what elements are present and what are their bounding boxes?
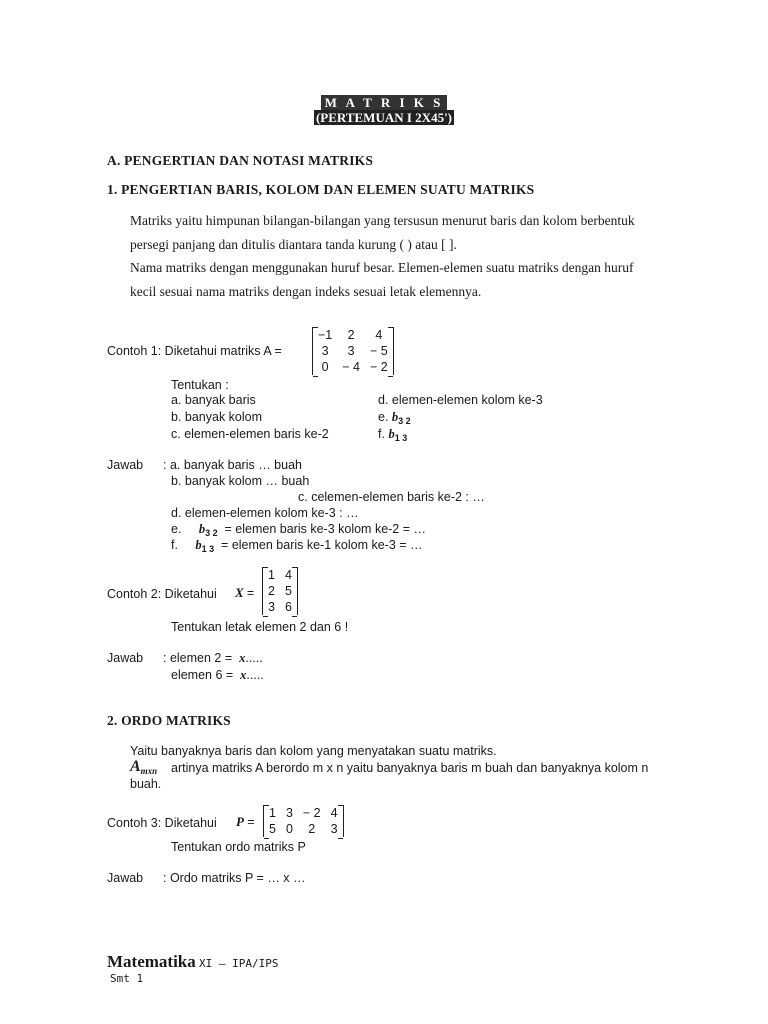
footer (107, 952, 279, 972)
matrix-cell: 3 (347, 344, 355, 358)
paragraph-line: persegi panjang dan ditulis diantara tanda kurung ( ) atau [ ]. (130, 237, 457, 252)
matrix-cell: 3 (321, 344, 329, 358)
answer-line: : elemen 2 = x..... (163, 651, 263, 665)
paragraph-line: Yaitu banyaknya baris dan kolom yang menyatakan suatu matriks. (130, 744, 497, 758)
matrix-cell: 5 (269, 822, 276, 836)
tentukan-label: Tentukan : (171, 378, 229, 392)
matrix-cell: 2 (347, 328, 355, 342)
matrix-cell: 4 (284, 568, 292, 582)
task-item: a. banyak baris (171, 393, 256, 407)
task-item: f. $b_{1 3}$ (378, 427, 408, 443)
matrix-a (312, 327, 394, 375)
answer-label: Jawab (107, 871, 144, 885)
matrix-cell: 3 (330, 822, 338, 836)
matrix-x-name: X = (235, 585, 255, 600)
matrix-cell: 4 (330, 806, 338, 820)
matrix-cell: − 2 (302, 806, 321, 820)
document-subtitle: (PERTEMUAN I 2X45') (315, 110, 453, 125)
matrix-cell: 3 (285, 806, 293, 820)
paragraph-line: Matriks yaitu himpunan bilangan-bilangan yang tersusun menurut baris dan kolom berbentuk (130, 213, 635, 228)
example-1-label: Contoh 1: Diketahui matriks A = (107, 344, 282, 358)
answer-line: b. banyak kolom … buah (171, 474, 310, 488)
footer-class: XI – IPA/IPS (199, 957, 279, 970)
matrix-cell: 2 (268, 584, 275, 598)
section-1-heading: 1. PENGERTIAN BARIS, KOLOM DAN ELEMEN SUATU MATRIKS (107, 182, 535, 197)
matrix-cell: 0 (285, 822, 293, 836)
matrix-cell: 4 (375, 328, 383, 342)
example-3-label: Contoh 3: Diketahui (107, 816, 217, 830)
answer-line: c. celemen-elemen baris ke-2 : … (298, 490, 485, 504)
example-2-task: Tentukan letak elemen 2 dan 6 ! (171, 620, 349, 634)
matrix-x (262, 567, 298, 615)
document-title: M A T R I K S (0, 95, 768, 111)
footer-subject: Matematika (107, 952, 196, 971)
matrix-cell: − 2 (370, 360, 388, 374)
matrix-cell: 2 (308, 822, 316, 836)
matrix-cell: − 4 (342, 360, 360, 374)
matrix-cell: 5 (284, 584, 292, 598)
answer-label: Jawab (107, 651, 144, 665)
amxn-notation: $A_{mxn}$ (130, 758, 158, 776)
paragraph-line: Nama matriks dengan menggunakan huruf besar. Elemen-elemen suatu matriks dengan huruf (130, 260, 634, 275)
matrix-cell: 1 (268, 568, 275, 582)
answer-line: : a. banyak baris … buah (163, 458, 302, 472)
example-2-label: Contoh 2: Diketahui (107, 587, 217, 601)
answer-label: Jawab (107, 458, 144, 472)
task-item: c. elemen-elemen baris ke-2 (171, 427, 329, 441)
answer-line: : Ordo matriks P = … x … (163, 871, 306, 885)
answer-line: e. $b_{3 2}$ = elemen baris ke-3 kolom ke-2 = … (171, 522, 427, 538)
matrix-cell: 3 (268, 600, 275, 614)
matrix-p (263, 805, 344, 837)
footer-semester: Smt 1 (110, 972, 144, 985)
task-item: d. elemen-elemen kolom ke-3 (378, 393, 543, 407)
matrix-cell: 1 (269, 806, 276, 820)
paragraph-line: artinya matriks A berordo m x n yaitu banyaknya baris m buah dan banyaknya kolom n (171, 761, 649, 775)
section-a-heading: A. PENGERTIAN DAN NOTASI MATRIKS (107, 153, 374, 168)
answer-line: elemen 6 = x..... (171, 668, 264, 682)
task-item: e. $b_{3 2}$ (378, 410, 411, 426)
paragraph-line: kecil sesuai nama matriks dengan indeks sesuai letak elemennya. (130, 284, 482, 299)
answer-line: f. $b_{1 3}$ = elemen baris ke-1 kolom ke-3 = … (171, 538, 423, 554)
section-2-heading: 2. ORDO MATRIKS (107, 713, 231, 728)
matrix-cell: − 5 (370, 344, 388, 358)
answer-line: d. elemen-elemen kolom ke-3 : … (171, 506, 359, 520)
matrix-cell: 0 (321, 360, 329, 374)
example-3-task: Tentukan ordo matriks P (171, 840, 306, 854)
matrix-cell: 6 (284, 600, 292, 614)
paragraph-line: buah. (130, 777, 162, 791)
task-item: b. banyak kolom (171, 410, 263, 424)
matrix-cell: −1 (318, 328, 333, 342)
matrix-p-name: P = (236, 814, 255, 829)
